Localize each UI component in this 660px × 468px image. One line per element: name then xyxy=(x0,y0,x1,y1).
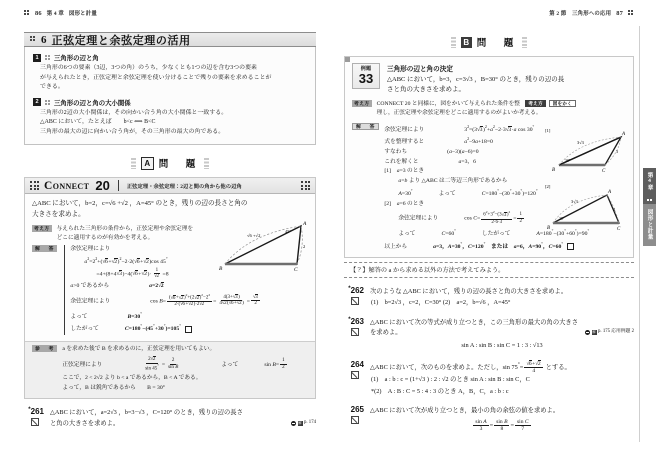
svg-text:B: B xyxy=(547,226,551,232)
side-tab-dots-icon xyxy=(643,196,656,204)
approach-line2: どこに適用するのが有効かを考える。 xyxy=(56,234,154,241)
solution-line: これを解くと a=3，6 xyxy=(384,158,476,165)
solution-line: [2] a=6 のとき xyxy=(384,200,425,207)
exercise-261 xyxy=(24,408,316,429)
solution-chip: 解 答 xyxy=(352,123,379,130)
triangle-diagram-2-svg xyxy=(545,181,631,233)
summary-item-head xyxy=(33,98,307,107)
example-statement-line2: さと角の大きさを求めよ。 xyxy=(387,86,465,94)
summary-heading: 三角形の辺と角 xyxy=(54,55,99,62)
solution-line: 余弦定理により xyxy=(70,246,111,253)
dot-decoration-icon xyxy=(628,10,634,17)
answer-page: p. 174 xyxy=(304,420,316,425)
example-approach xyxy=(345,100,633,121)
folio-number-left: 86 xyxy=(35,9,42,17)
exercise-262 xyxy=(344,287,634,309)
svg-text:2: 2 xyxy=(303,244,306,250)
note-line: ここで，2 < 2√2 より b < a であるから，B < A である。 xyxy=(62,374,202,381)
connect-title: Connect xyxy=(44,179,90,192)
pencil-icon xyxy=(351,297,359,305)
svg-text:√6 +√2: √6 +√2 xyxy=(247,233,261,239)
connect-header xyxy=(25,178,315,194)
summary-badge-2: 2 xyxy=(33,98,41,106)
summary-line: 三角形の6つの要素（3辺，3つの角）のうち，少なくとも1つの辺を含む3つの要素 xyxy=(40,65,257,71)
pencil-icon xyxy=(31,418,39,426)
approach-text xyxy=(377,100,626,118)
solution-line: よって B=30° xyxy=(70,310,142,320)
svg-text:30°: 30° xyxy=(559,217,565,222)
example-statement-line1: △ABC において，b=3，c=3√3 ，B=30° のとき，残りの辺の長 xyxy=(387,76,565,83)
banner-problem-b xyxy=(344,35,634,49)
running-head-left xyxy=(24,8,316,18)
exercise-subitem: (1) b=2√3 ，c=2，C=30° xyxy=(371,299,442,307)
example-badge-number: 33 xyxy=(358,71,374,86)
mini-badge-row xyxy=(525,100,576,107)
solution-line: すなわち (a−3)(a−6)=0 xyxy=(384,148,479,155)
dot-grid-icon xyxy=(30,181,39,190)
running-head-section: 第 2 節 三角形への応用 xyxy=(549,11,612,17)
dot-grid-icon xyxy=(301,181,310,190)
exercise-number-column xyxy=(344,287,364,309)
svg-text:A: A xyxy=(622,132,626,138)
svg-text:A: A xyxy=(303,221,307,228)
exercise-number-column xyxy=(344,361,364,398)
solution-line: 余弦定理により cos B= $\frac{(√6+√2)^2+(2√2)^2-2^2}{2\cdot(√6+√2)\cdot 2√2}$ = $\frac{4(3+√3)}{4√2(√6+√2)}$ = $\frac{√3}{2}$ xyxy=(70,294,308,308)
solution-line: よって C=60°したがって A=180°−(30°+60°)=90° xyxy=(398,228,590,238)
svg-text:C: C xyxy=(602,169,606,175)
figure-connect-triangle xyxy=(219,220,311,276)
exercise-line: △ABC において次の等式が成り立つとき，この三角形の最大の角の大きさ xyxy=(370,318,579,326)
exercise-line: を求めよ。 xyxy=(370,329,402,337)
solution-line: したがって C=180°−(45°+30°)=105° xyxy=(70,322,308,335)
note-body xyxy=(62,345,308,393)
section-title: 正弦定理と余弦定理の活用 xyxy=(51,34,191,47)
solution-line: 余弦定理により $3^2=(3√3)^2+a^2-2\cdot 3√3\cdot a$ cos 30° xyxy=(384,124,535,134)
running-head-chapter-title: 図形と計量 xyxy=(68,11,97,17)
banner-label: 問 題 xyxy=(476,39,518,49)
exercise-263 xyxy=(344,318,634,352)
side-tab-chapter: 第4章 xyxy=(643,168,656,196)
banner-stripe-right xyxy=(522,37,527,48)
summary-line: 三角形の最大の辺に向かい合う角が，その三角形の最大の角である。 xyxy=(40,128,225,135)
exercise-number-column xyxy=(344,318,364,352)
exercise-body xyxy=(370,287,634,309)
solution-line: $a^2=2^2+(√6+√2)^2-2\cdot 2(√6+√2)\cos$ 45° xyxy=(84,256,168,266)
answer-reference[interactable] xyxy=(585,328,634,336)
exercise-265 xyxy=(344,406,634,432)
example-question-strip: 【？】解答の a から求める以外の方法で考えてみよう。 xyxy=(344,262,634,278)
svg-text:C: C xyxy=(617,227,621,233)
right-page xyxy=(330,0,660,468)
qed-box xyxy=(567,243,574,250)
summary-line: 三角形の2辺の大小関係は，その向かい合う角の大小関係と一致する。 xyxy=(40,109,228,116)
banner-stripe-left xyxy=(131,158,136,169)
solution-line: A=30°よって C=180°−(30°+30°)=120° xyxy=(398,188,538,197)
svg-text:3√3: 3√3 xyxy=(577,140,584,146)
example-header xyxy=(345,57,633,100)
summary-body xyxy=(33,64,307,93)
example-badge xyxy=(352,63,380,89)
banner-problem-a xyxy=(24,156,316,170)
approach-line1: CONNECT 20 と同様に，図をかいて与えられた条件を整 xyxy=(376,100,520,107)
answer-reference[interactable] xyxy=(291,419,316,427)
connect-number: 20 xyxy=(95,178,110,194)
approach-chip: 考え方 xyxy=(354,101,370,107)
side-chapter-tab xyxy=(643,168,656,246)
banner-stripe-left xyxy=(451,37,456,48)
svg-text:B: B xyxy=(552,168,556,174)
triangle-diagram-svg xyxy=(219,220,311,276)
exercise-subitem: (2) a=2，b=√6 ，A=45° xyxy=(442,299,511,307)
connect-body xyxy=(25,194,315,341)
exercise-number: 264 xyxy=(350,359,364,369)
side-rule xyxy=(639,26,640,442)
svg-text:3: 3 xyxy=(613,207,616,213)
corner-marker xyxy=(345,57,350,62)
exercise-number: 265 xyxy=(350,405,364,415)
answer-book-icon: 解 xyxy=(592,330,596,334)
dot-decoration-icon xyxy=(30,36,36,43)
badge-approach: 考え方 xyxy=(525,100,545,107)
dot-decoration-icon xyxy=(45,100,50,105)
banner-label: 問 題 xyxy=(158,160,200,171)
solution-line: a=b より △ABC は二等辺三角形であるから xyxy=(398,178,508,185)
solution-line: 余弦定理により cos C= $\frac{6^2+3^2-(3√3)^2}{2\cdot 6\cdot 3}$ = $\frac{1}{2}$ xyxy=(398,210,522,225)
exercise-number-column xyxy=(344,406,364,432)
summary-line: が与えられたとき，正弦定理と余弦定理を使い分けることで残りの要素を求めることが xyxy=(40,74,272,81)
exercise-body xyxy=(370,406,634,432)
note-line: a を求めた後で B を求めるのに，正弦定理を用いてもよい。 xyxy=(62,346,216,353)
section-number: 6 xyxy=(41,33,47,46)
triangle-diagram-1-svg xyxy=(545,125,631,175)
section-title-bar xyxy=(24,32,316,47)
svg-text:3√3: 3√3 xyxy=(571,199,578,205)
side-tab-title: 図形と計量 xyxy=(643,204,656,246)
example-statement xyxy=(387,75,626,96)
approach-chip: 考え方 xyxy=(34,226,50,232)
answer-book-icon: 解 xyxy=(298,420,302,425)
connect-divider xyxy=(118,180,119,191)
exercise-line: △ABC において次が成り立つとき，最小の角の余弦の値を求めよ。 xyxy=(370,407,560,415)
summary-line: △ABC において，たとえば b<c ⟺ B<C xyxy=(40,119,156,126)
exercise-number: *262 xyxy=(348,285,364,295)
example-panel xyxy=(344,56,634,258)
approach-line2: 理し，正弦定理や余弦定理をどこに適用するのがよいか考える。 xyxy=(376,109,542,116)
svg-text:B: B xyxy=(219,266,223,273)
exercise-line: 次のような △ABC において，残りの辺の長さと角の大きさを求めよ。 xyxy=(370,287,568,295)
solution-line: =4+(8+4√3)−4(√6+√2)· $\frac{1}{√2}$ =8 xyxy=(96,267,169,280)
note-chip: 参 考 xyxy=(32,345,57,352)
summary-item xyxy=(33,53,307,93)
dot-decoration-icon xyxy=(24,10,30,17)
badge-draw-figure: 図をかく xyxy=(549,100,576,107)
connect-subtitle: 正弦定理・余弦定理：2辺と間の角から他の辺角 xyxy=(126,183,242,190)
connect-panel xyxy=(24,177,316,399)
svg-text:45°: 45° xyxy=(285,229,291,235)
exercise-number: *263 xyxy=(348,316,364,326)
running-head-chapter: 第 4 章 xyxy=(46,11,64,17)
connect-statement-line2: 大きさを求めよ。 xyxy=(32,211,85,219)
dot-decoration-icon xyxy=(45,55,50,60)
svg-text:[2]: [2] xyxy=(545,184,551,190)
svg-text:A: A xyxy=(608,190,612,196)
example-badge-label: 例題 xyxy=(360,67,372,72)
exercise-264 xyxy=(344,361,634,398)
exercise-formula: sin A : sin B : sin C = 1 : 3 : √13 xyxy=(461,342,543,350)
svg-text:3: 3 xyxy=(616,149,619,155)
banner-letter-a: A xyxy=(141,157,154,170)
answer-dot-icon xyxy=(291,421,296,426)
exercise-formula: $\frac{\text{sin A}}{3}$ = $\frac{\text{sin B}}{8}$ = $\frac{\text{sin C}}{7}$ xyxy=(475,418,529,432)
note-line: 正弦定理により $\frac{2√2}{\sin 45^\circ}$ = $\frac{2}{\text{sin B}}$ よって sin B= $\frac{1}{2}$ xyxy=(62,356,285,372)
qed-box xyxy=(185,326,192,333)
exercise-subitems xyxy=(370,298,634,309)
exercise-line: △ABC において，次のものを求めよ。ただし，sin 75°= $\frac{√6+√2}{4}$ とする。 xyxy=(370,360,571,374)
exercise-body xyxy=(370,361,634,398)
exercise-number-column xyxy=(24,408,44,429)
summary-badge-1: 1 xyxy=(33,54,41,62)
svg-text:30°: 30° xyxy=(565,159,571,164)
note-line: よって，B は鋭角であるから B = 30° xyxy=(62,384,165,391)
folio-number-right: 87 xyxy=(616,9,623,17)
example-text xyxy=(387,63,626,96)
summary-line: できる。 xyxy=(40,84,64,91)
answer-dot-icon xyxy=(585,330,590,335)
svg-text:[1]: [1] xyxy=(545,128,551,134)
running-head-right xyxy=(344,8,634,18)
exercise-number: *261 xyxy=(28,407,44,417)
pencil-icon xyxy=(351,371,359,379)
solution-chip: 解 答 xyxy=(32,245,57,252)
summary-box xyxy=(24,47,316,145)
connect-statement xyxy=(32,199,308,220)
solution-rule xyxy=(64,245,65,335)
connect-note xyxy=(25,341,315,398)
solution-line: [1] a=3 のとき xyxy=(384,168,425,175)
example-solution xyxy=(345,123,633,256)
summary-heading: 三角形の辺と角の大小関係 xyxy=(54,99,131,107)
answer-page: p. 175 応用例題 2 xyxy=(598,329,634,335)
exercise-line: △ABC において，a=2√3 ，b=3−√3 ，C=120° のとき，残りの辺の長さ xyxy=(50,409,243,417)
approach-line1: 与えられた三角形の条件から，正弦定理や余弦定理を xyxy=(56,225,194,232)
pencil-icon xyxy=(351,416,359,424)
example-title: 三角形の辺と角の決定 xyxy=(387,66,453,73)
banner-stripe-right xyxy=(204,158,209,169)
summary-item-head xyxy=(33,53,307,62)
connect-statement-line1: △ABC において，b=2，c=√6 +√2 ，A=45° のとき，残りの辺の長さと角の xyxy=(32,200,248,208)
exercise-body xyxy=(50,408,316,429)
figure-case-2 xyxy=(545,181,631,233)
exercise-line: と角の大きさを求めよ。 xyxy=(50,420,120,427)
solution-line: 以上から a=3，A=30°，C=120° または a=6，A=90°，C=60° xyxy=(384,240,580,253)
exercise-subitem: *(2) A : B : C = 5 : 4 : 3 のとき A，B，C，a : b : c xyxy=(371,387,509,395)
exercise-subitem: (1) a : b : c = (1+√3 ) : 2 : √2 のとき sin A : sin B : sin C，C xyxy=(371,376,530,384)
solution-line: 式を整理すると $a^2-9a+18=0$ xyxy=(384,136,493,146)
svg-text:C: C xyxy=(294,267,298,274)
exercise-body xyxy=(370,318,634,352)
figure-case-1 xyxy=(545,125,631,175)
summary-item xyxy=(33,98,307,138)
banner-letter-b: B xyxy=(461,37,472,48)
summary-body xyxy=(33,109,307,138)
pencil-icon xyxy=(351,328,359,336)
solution-line: a>0 であるから a=2√2 xyxy=(70,283,164,290)
